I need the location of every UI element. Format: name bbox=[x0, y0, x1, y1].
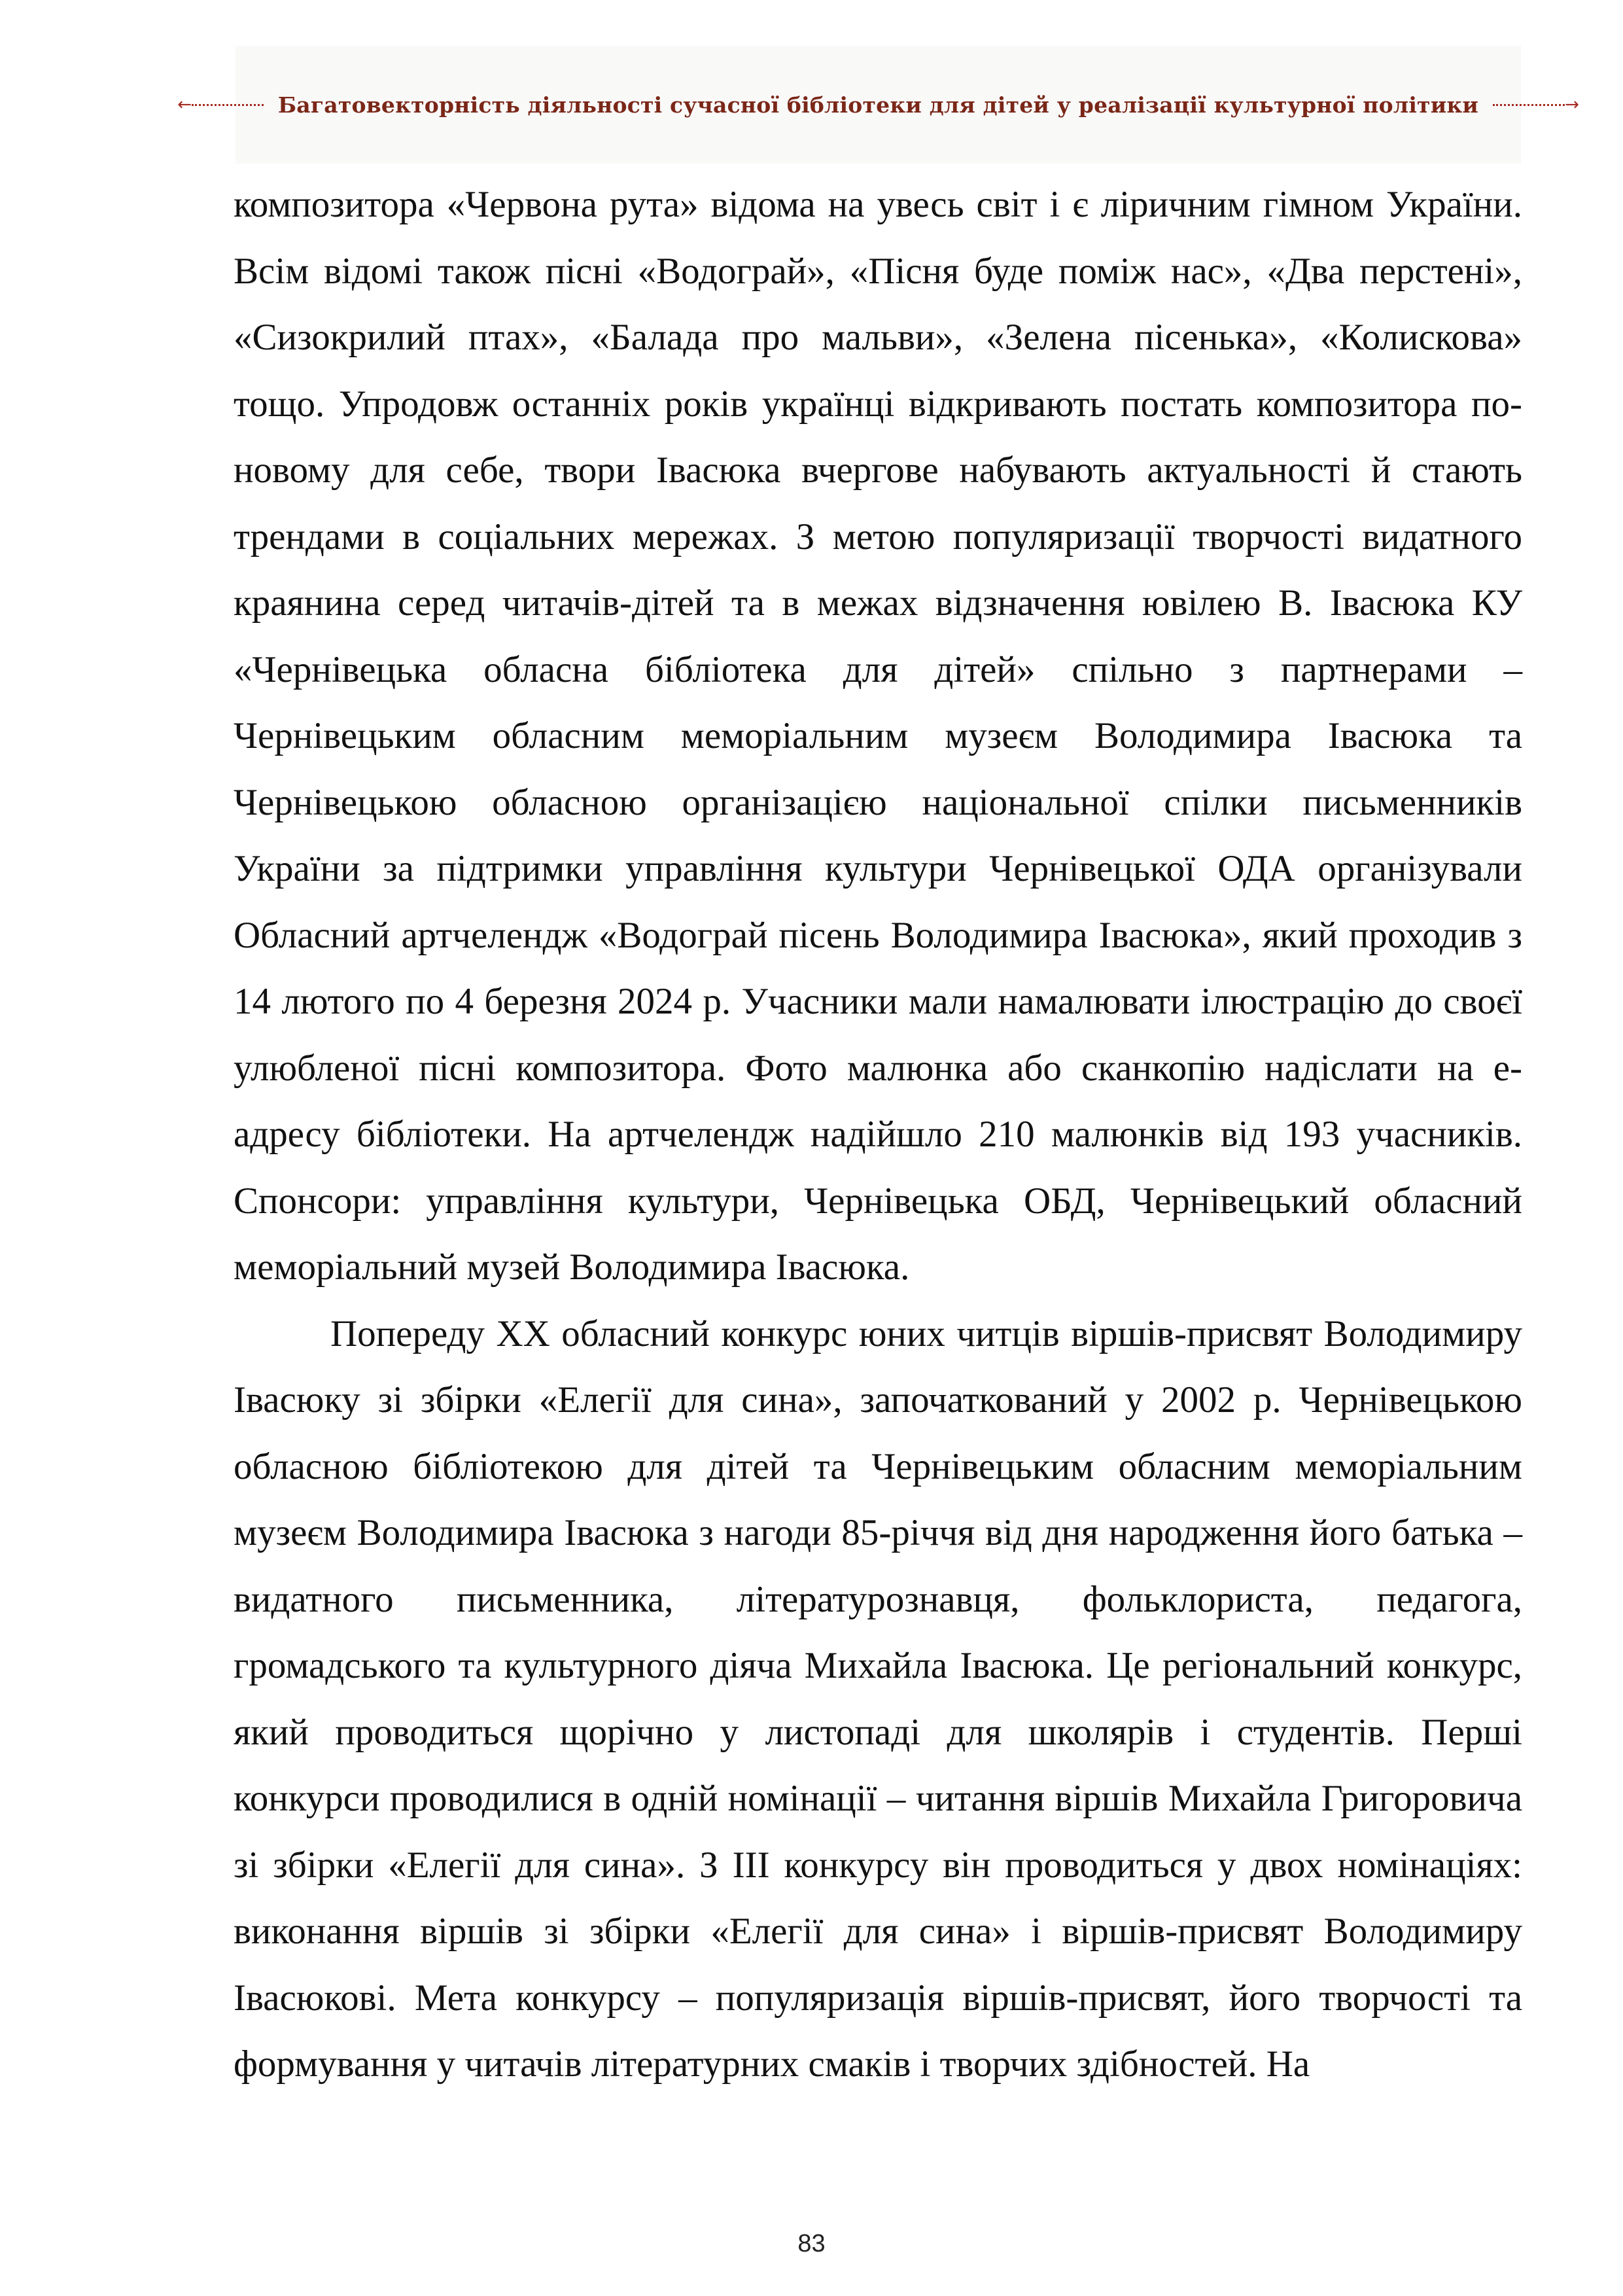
dotted-arrow-left-icon: ← bbox=[177, 96, 264, 113]
running-header bbox=[177, 46, 1579, 164]
paragraph-contest: Попереду XX обласний конкурс юних читців віршів-присвят Володимиру Івасюку зі збірки «Елегії для сина», започаткований у 2002 р. Чернівецькою обласною бібліотекою для дітей та Чернівецьким обласним меморіальним музеєм Володимира Івасюка з нагоди 85-річчя від дня народження його батька – видатного письменника, літературознавця, фольклориста, педагога, громадського та культурного діяча Михайла Івасюка. Це регіональний конкурс, який проводиться щорічно у листопаді для школярів і студентів. Перші конкурси проводилися в одній номінації – читання віршів Михайла Григоровича зі збірки «Елегії для сина». З III конкурсу він проводиться у двох номінаціях: виконання віршів зі збірки «Елегії для сина» і віршів-присвят Володимиру Івасюкові. Мета конкурсу – популяризація віршів-присвят, його творчості та формування у читачів літературних смаків і творчих здібностей. На bbox=[234, 1313, 1522, 2085]
paragraph-continued: композитора «Червона рута» відома на увесь світ і є ліричним гімном України. Всім відомі також пісні «Водограй», «Пісня буде поміж нас», «Два перстені», «Сизокрилий птах», «Балада про мальви», «Зелена пісенька», «Колискова» тощо. Упродовж останніх років українці відкривають постать композитора по-новому для себе, твори Івасюка вчергове набувають актуальності й стають трендами в соціальних мережах. З метою популяризації творчості видатного краянина серед читачів-дітей та в межах відзначення ювілею В. Івасюка КУ «Чернівецька обласна бібліотека для дітей» спільно з партнерами – Чернівецьким обласним меморіальним музеєм Володимира Івасюка та Чернівецькою обласною організацією національної спілки письменників України за підтримки управління культури Чернівецької ОДА організували Обласний артчелендж «Водограй пісень Володимира Івасюка», який проходив з 14 лютого по 4 березня 2024 р. Учасники мали намалювати ілюстрацію до своєї улюбленої пісні композитора. Фото малюнка або сканкопію надіслати на е-адресу бібліотеки. На артчелендж надійшло 210 малюнків від 193 учасників. Спонсори: управління культури, Чернівецька ОБД, Чернівецький обласний меморіальний музей Володимира Івасюка. bbox=[234, 184, 1522, 1288]
page-number: 83 bbox=[797, 2230, 826, 2257]
running-header-title: Багатовекторність діяльності сучасної бібліотеки для дітей у реалізації культурної політики bbox=[277, 92, 1479, 118]
dotted-arrow-right-icon: → bbox=[1493, 96, 1579, 113]
page-body bbox=[234, 171, 1522, 2098]
